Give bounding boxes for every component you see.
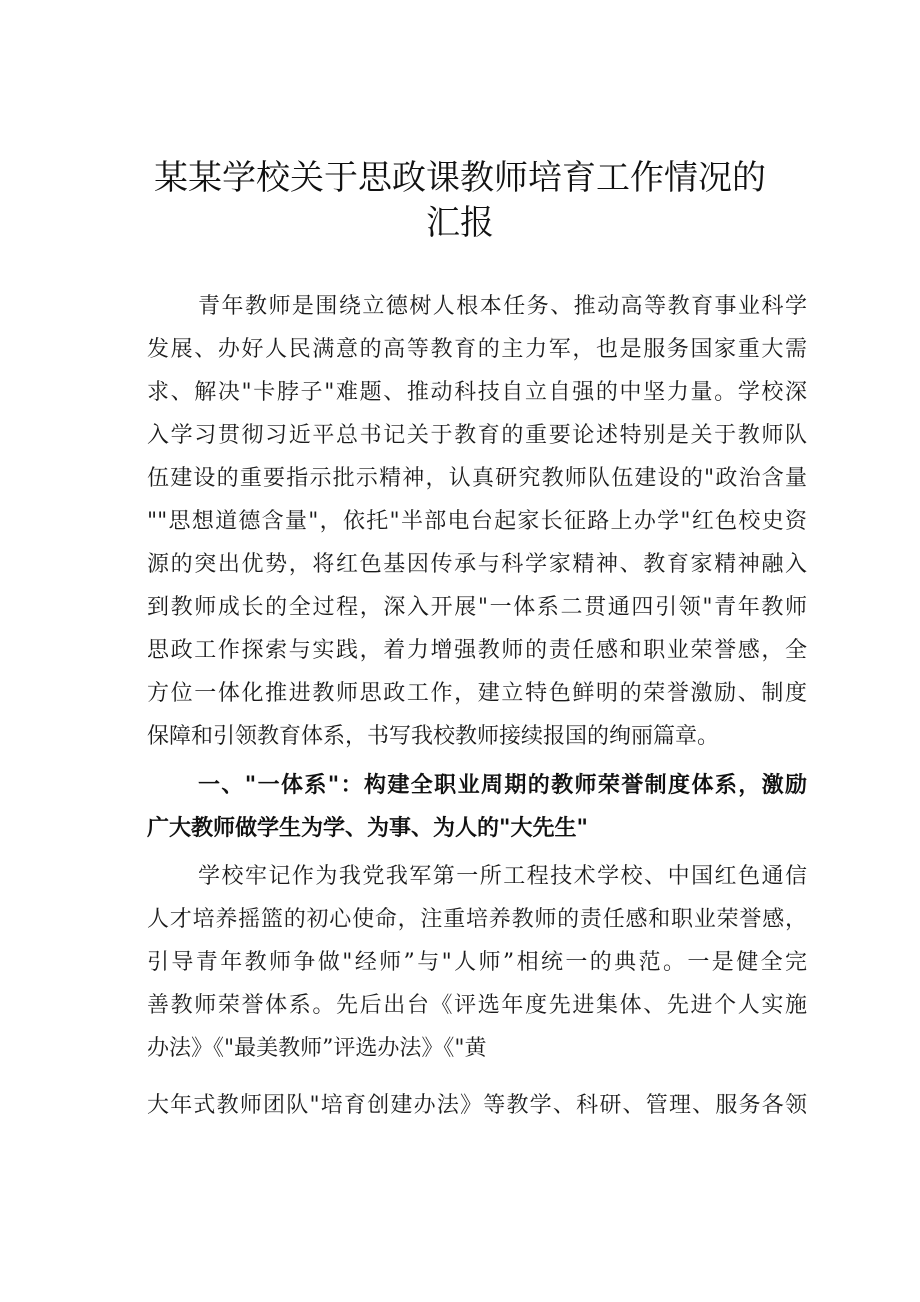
intro-line: 方位一体化推进教师思政工作，建立特色鲜明的荣誉激励、制度 (147, 681, 807, 706)
intro-line: 求、解决"卡脖子"难题、推动科技自立自强的中坚力量。学校深 (147, 380, 807, 405)
intro-line: 到教师成长的全过程，深入开展"一体系二贯通四引领"青年教师 (147, 595, 807, 620)
intro-line: 发展、办好人民满意的高等教育的主力军，也是服务国家重大需 (147, 337, 807, 362)
section-body-line: 引导青年教师争做"经师”与"人师”相统一的典范。一是健全完 (147, 950, 807, 975)
section-body-line: 学校牢记作为我党我军第一所工程技术学校、中国红色通信 (198, 864, 807, 889)
section-body-line: 人才培养摇篮的初心使命，注重培养教师的责任感和职业荣誉感， (147, 907, 807, 932)
intro-line: 伍建设的重要指示批示精神，认真研究教师队伍建设的"政治含量 (147, 466, 807, 491)
section-body-line: 办法》《"最美教师”评选办法》《"黄 (147, 1036, 487, 1061)
intro-line: 入学习贯彻习近平总书记关于教育的重要论述特别是关于教师队 (147, 423, 807, 448)
document-title-line-2: 汇报 (426, 203, 494, 243)
document-title-line-1: 某某学校关于思政课教师培育工作情况的 (154, 158, 766, 198)
section-body-line: 大年式教师团队"培育创建办法》等教学、科研、管理、服务各领 (147, 1093, 807, 1118)
intro-line: 保障和引领教育体系，书写我校教师接续报国的绚丽篇章。 (147, 724, 720, 749)
intro-line: ""思想道德含量"，依托"半部电台起家长征路上办学"红色校史资 (147, 509, 807, 534)
intro-line: 思政工作探索与实践，着力增强教师的责任感和职业荣誉感，全 (147, 638, 807, 663)
intro-line: 青年教师是围绕立德树人根本任务、推动高等教育事业科学 (198, 294, 807, 319)
section-heading-line: 一、"一体系"：构建全职业周期的教师荣誉制度体系，激励 (198, 773, 807, 798)
intro-line: 源的突出优势，将红色基因传承与科学家精神、教育家精神融入 (147, 552, 807, 577)
section-heading-line: 广大教师做学生为学、为事、为人的"大先生" (147, 816, 588, 841)
section-body-line: 善教师荣誉体系。先后出台《评选年度先进集体、先进个人实施 (147, 993, 807, 1018)
